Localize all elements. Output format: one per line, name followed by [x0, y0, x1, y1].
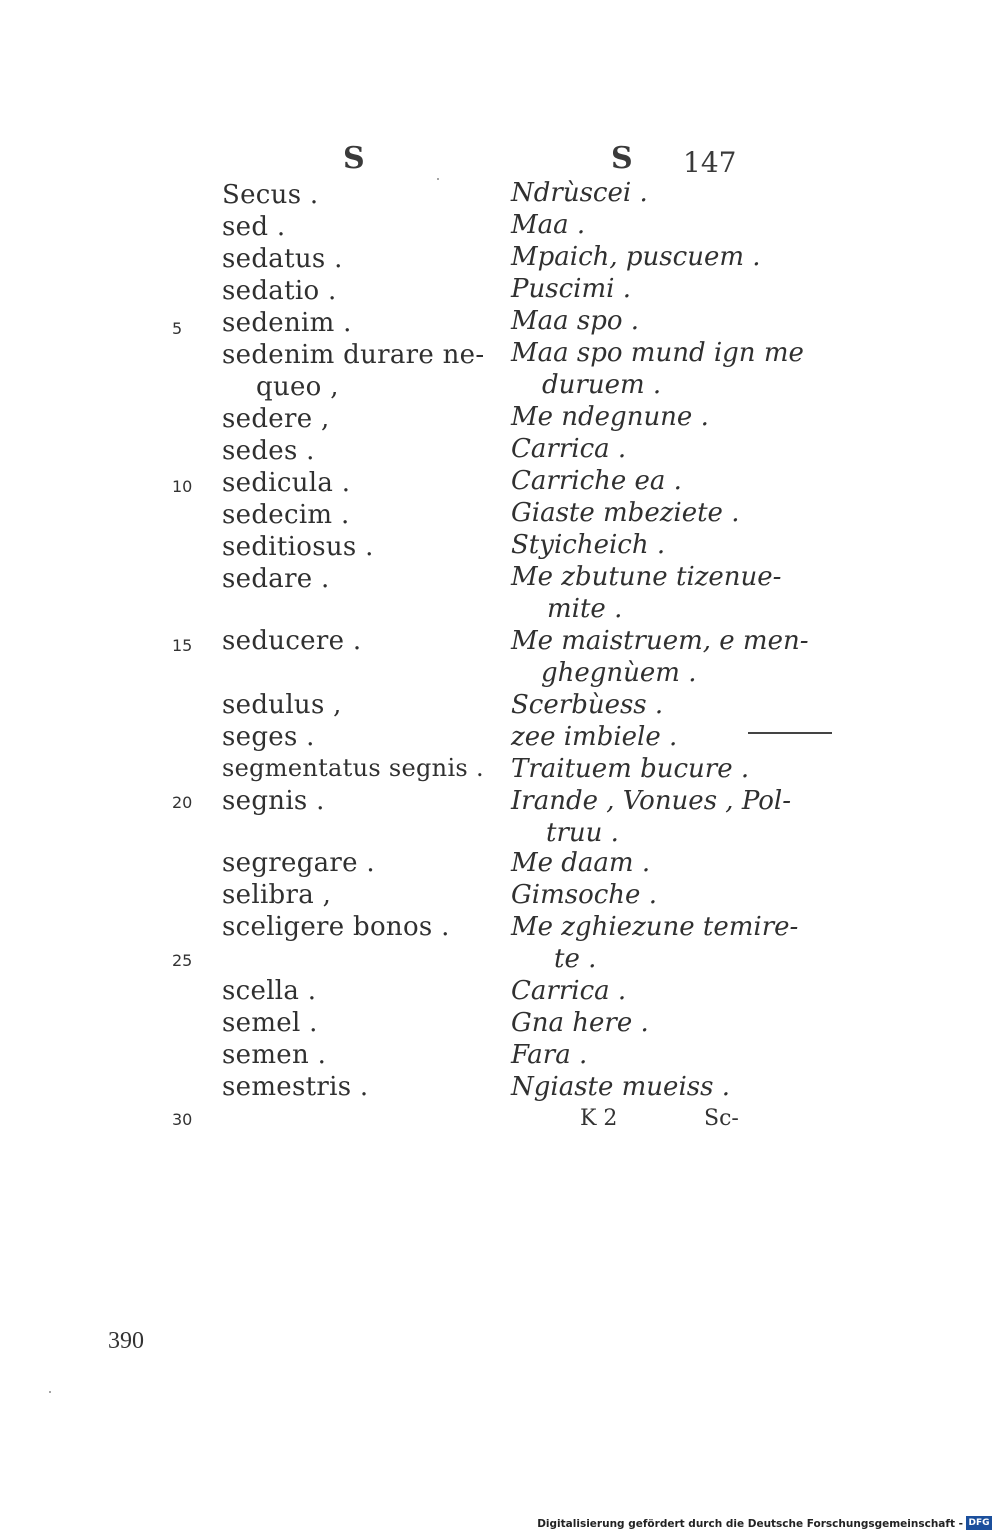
latin-entry: sed .: [222, 212, 286, 242]
albanian-entry: Carrica .: [511, 976, 627, 1006]
latin-entry: sedes .: [222, 436, 315, 466]
latin-entry: seges .: [222, 722, 315, 752]
albanian-entry: Maa spo .: [511, 306, 640, 336]
latin-entry: seducere .: [222, 626, 362, 656]
latin-entry: selibra ,: [222, 880, 332, 910]
line-number: 25: [172, 951, 193, 970]
albanian-entry: Scerbùess .: [511, 690, 664, 720]
albanian-entry: Maa spo mund ign me: [511, 338, 804, 368]
line-number: 30: [172, 1110, 193, 1129]
albanian-entry: Traituem bucure .: [511, 754, 750, 784]
latin-entry: segmentatus segnis .: [222, 754, 484, 782]
scan-speck: [49, 1391, 51, 1393]
latin-entry: seditiosus .: [222, 532, 374, 562]
albanian-entry: duruem .: [542, 370, 662, 400]
latin-entry: sedecim .: [222, 500, 350, 530]
albanian-entry: Styicheich .: [511, 530, 666, 560]
albanian-entry: Mpaich, puscuem .: [511, 242, 761, 272]
latin-entry: sedenim .: [222, 308, 352, 338]
latin-entry: scella .: [222, 976, 317, 1006]
albanian-entry: Carriche ea .: [511, 466, 682, 496]
albanian-entry: Me zbutune tizenue-: [511, 562, 782, 592]
albanian-entry: Me ndegnune .: [511, 402, 709, 432]
latin-entry: Secus .: [222, 180, 319, 210]
rule-mark: [748, 732, 832, 734]
header-left-letter: S: [343, 141, 365, 176]
catchword: Sc-: [704, 1106, 739, 1131]
albanian-entry: Gna here .: [511, 1008, 649, 1038]
albanian-entry: ghegnùem .: [541, 658, 697, 688]
digitization-footer: Digitalisierung gefördert durch die Deutsche Forschungsgemeinschaft -: [537, 1518, 963, 1530]
albanian-entry: Carrica .: [511, 434, 627, 464]
albanian-entry: Gimsoche .: [511, 880, 657, 910]
latin-entry: sedare .: [222, 564, 330, 594]
albanian-entry: Ndrùscei .: [511, 178, 648, 208]
albanian-entry: Me maistruem, e men-: [511, 626, 809, 656]
albanian-entry: Puscimi .: [511, 274, 631, 304]
albanian-entry: Giaste mbeziete .: [511, 498, 740, 528]
header-right-letter: S: [611, 141, 633, 176]
latin-entry: sceligere bonos .: [222, 912, 450, 942]
latin-entry: semestris .: [222, 1072, 369, 1102]
latin-entry: sedatus .: [222, 244, 343, 274]
latin-entry: semel .: [222, 1008, 318, 1038]
line-number: 5: [172, 319, 183, 338]
albanian-entry: Maa .: [511, 210, 586, 240]
latin-entry: sedenim durare ne-: [222, 340, 485, 370]
albanian-entry: Fara .: [511, 1040, 588, 1070]
latin-entry: sedatio .: [222, 276, 337, 306]
line-number: 20: [172, 793, 193, 812]
line-number: 15: [172, 636, 193, 655]
latin-entry: sedicula .: [222, 468, 351, 498]
albanian-entry: mite .: [547, 594, 623, 624]
albanian-entry: Irande , Vonues , Pol-: [511, 786, 792, 816]
folio-number: 390: [108, 1328, 144, 1354]
latin-entry: segnis .: [222, 786, 325, 816]
latin-entry: queo ,: [256, 372, 339, 402]
header-page-number: 147: [683, 146, 737, 179]
line-number: 10: [172, 477, 193, 496]
latin-entry: semen .: [222, 1040, 327, 1070]
albanian-entry: Me zghiezune temire-: [511, 912, 799, 942]
latin-entry: segregare .: [222, 848, 375, 878]
albanian-entry: Ngiaste mueiss .: [511, 1072, 730, 1102]
albanian-entry: Me daam .: [511, 848, 651, 878]
albanian-entry: te .: [554, 944, 597, 974]
latin-entry: sedere ,: [222, 404, 330, 434]
latin-entry: sedulus ,: [222, 690, 342, 720]
dfg-logo: DFG: [966, 1516, 992, 1530]
signature-mark: K 2: [580, 1106, 618, 1131]
scan-speck: [437, 178, 439, 180]
albanian-entry: truu .: [546, 818, 619, 848]
albanian-entry: zee imbiele .: [511, 722, 678, 752]
